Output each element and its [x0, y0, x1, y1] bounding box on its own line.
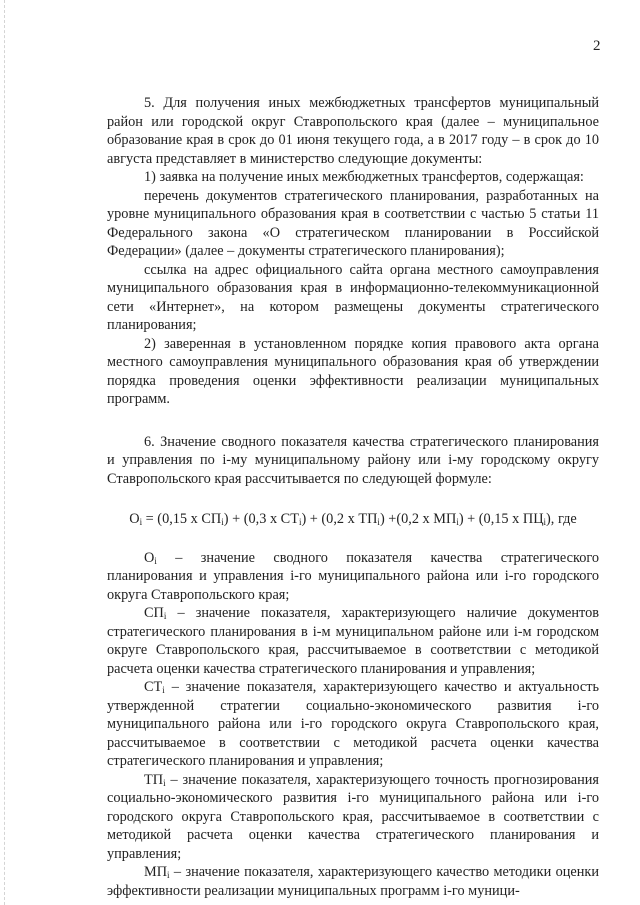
document-body: [107, 94, 599, 900]
definition-text: – значение показателя, характеризующего наличие документов стратегического планирования в i-м муниципальном районе или i-м городском округе Ставропольского края, рассчитываемое в соответствии с методикой расчета оценки качества стратегического планирования и управления;: [107, 605, 599, 677]
formula-sub: i: [456, 517, 459, 527]
definition-symbol: O: [144, 549, 155, 566]
formula-sub: i: [377, 517, 380, 527]
definition-symbol: МП: [144, 864, 168, 880]
definition-sub: i: [163, 777, 166, 788]
section5-item1-b: ссылка на адрес официального сайта органа местного самоуправления муниципального образования края в информационно-телекоммуникационной сети «Интернет», на котором размещены документы стратегического планирования;: [107, 261, 599, 333]
definition-o: [107, 549, 599, 605]
definition-sub: i: [154, 555, 157, 566]
definition-sub: i: [167, 870, 170, 880]
formula-sub: i: [139, 517, 143, 527]
definition-text: – значение показателя, характеризующего качество методики оценки эффективности реализации муниципальных программ i-го муници-: [107, 864, 599, 899]
formula-sub: i: [543, 517, 547, 527]
definition-symbol: СП: [144, 605, 164, 621]
definition-sub: i: [162, 685, 165, 695]
definition-st: [107, 678, 599, 771]
section5-intro: 5. Для получения иных межбюджетных трансфертов муниципальный район или городской округ Ставропольского края (далее – муниципальное образование края в срок до 01 июня текущего года, а в 2017 году – в срок до 10 августа представляет в министерство следующие документы:: [107, 95, 599, 167]
formula-part: ) + (0,15 х ПЦ: [458, 511, 544, 527]
formula-part: ) + (0,2 х ТП: [301, 511, 378, 527]
definition-sp: [107, 604, 599, 678]
section5-item2: 2) заверенная в установленном порядке копия правового акта органа местного самоуправления муниципального образования края об утверждении порядка проведения оценки эффективности реализации муниципальных программ.: [107, 335, 599, 407]
formula-lhs: O: [129, 511, 140, 527]
section5-item1-a: перечень документов стратегического планирования, разработанных на уровне муниципального образования края в соответствии с частью 5 статьи 11 Федерального закона «О стратегическом планировании в Российской Федерации» (далее – документы стратегического планирования);: [107, 187, 599, 259]
formula-part: ) +(0,2 х МП: [379, 511, 457, 527]
definition-symbol: ТП: [144, 771, 164, 788]
scan-margin-line: [4, 0, 5, 905]
definition-text: – значение сводного показателя качества стратегического планирования и управления i-го муниципального района или i-го городского округа Ставропольского края;: [107, 549, 599, 603]
definition-mp: [107, 863, 599, 900]
section6-intro: 6. Значение сводного показателя качества стратегического планирования и управления по i-му муниципальному району или i-му городскому округу Ставропольского края рассчитывается по следующей формуле:: [107, 433, 599, 487]
definition-symbol: СТ: [144, 679, 163, 695]
section5-item1: 1) заявка на получение иных межбюджетных трансфертов, содержащая:: [144, 169, 584, 185]
formula-part: ) + (0,3 х СТ: [223, 511, 299, 527]
formula-part: ), где: [546, 511, 577, 527]
definition-tp: [107, 771, 599, 864]
formula-part: = (0,15 х СП: [142, 511, 222, 527]
formula-sub: i: [221, 517, 224, 527]
definition-text: – значение показателя, характеризующего точность прогнозирования социально-экономического развития i-го муниципального района или i-го городского округа Ставропольского края, рассчитываемое в соответствии с методикой расчета оценки качества стратегического планирования и управления;: [107, 771, 599, 862]
definition-sub: i: [163, 611, 167, 621]
definition-text: – значение показателя, характеризующего качество и актуальность утвержденной стратегии социально-экономического развития i-го муниципального района или i-го городского округа Ставропольского края, рассчитываемое в соответствии с методикой расчета оценки качества стратегического планирования и управления;: [107, 679, 599, 769]
formula: [107, 510, 599, 529]
formula-sub: i: [298, 517, 302, 527]
page-number: 2: [593, 38, 601, 54]
